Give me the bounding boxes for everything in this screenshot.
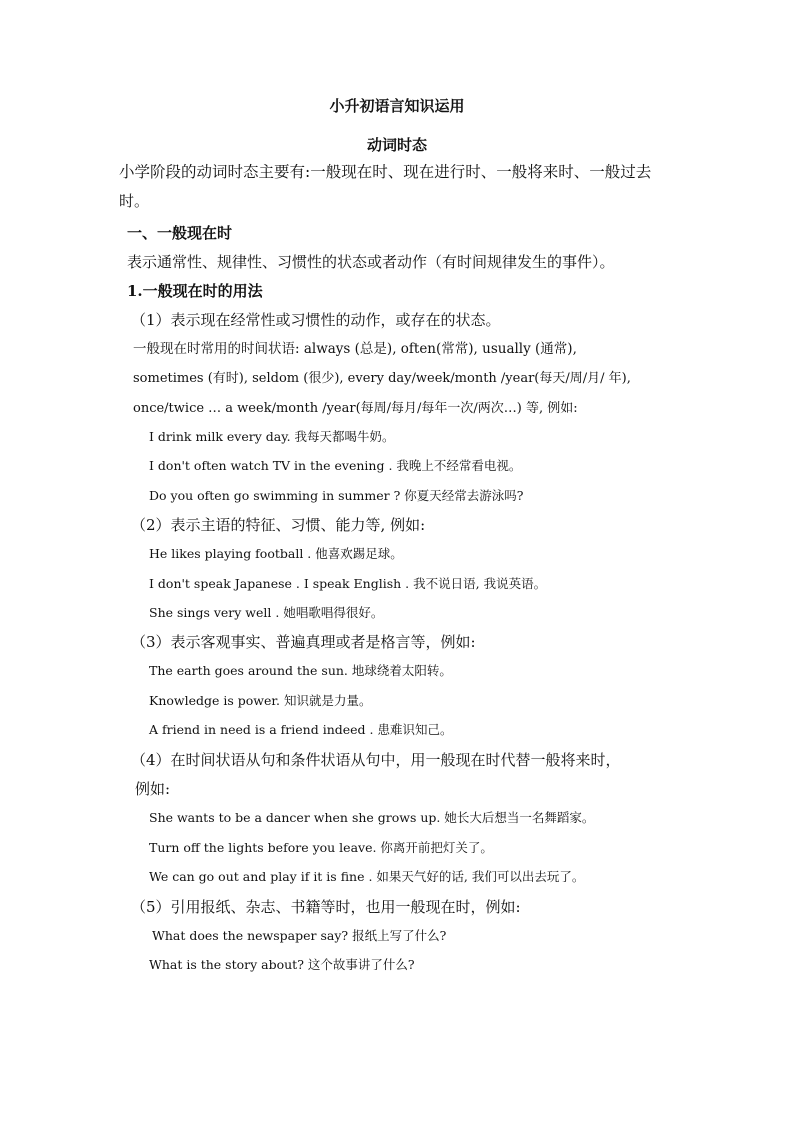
document-subtitle: 动词时态 bbox=[366, 136, 427, 154]
example-sentence: Do you often go swimming in summer ? 你夏天经常去游泳吗? bbox=[149, 488, 524, 503]
adverbs-line-1: 一般现在时常用的时间状语: always (总是), often(常常), usually (通常), bbox=[133, 341, 577, 357]
example-sentence: Turn off the lights before you leave. 你离开前把灯关了。 bbox=[149, 840, 493, 855]
section-description: 表示通常性、规律性、习惯性的状态或者动作（有时间规律发生的事件）。 bbox=[127, 253, 615, 271]
usage-3-heading: （3）表示客观事实、普遍真理或者是格言等，例如: bbox=[131, 633, 476, 651]
usage-1-heading: （1）表示现在经常性或习惯性的动作，或存在的状态。 bbox=[131, 311, 501, 329]
example-sentence: She wants to be a dancer when she grows up. 她长大后想当一名舞蹈家。 bbox=[149, 810, 595, 825]
usage-5-heading: （5）引用报纸、杂志、书籍等时，也用一般现在时，例如: bbox=[131, 898, 521, 916]
example-sentence: We can go out and play if it is fine . 如果天气好的话, 我们可以出去玩了。 bbox=[149, 869, 585, 884]
intro-line-1: 小学阶段的动词时态主要有:一般现在时、现在进行时、一般将来时、一般过去 bbox=[119, 163, 652, 181]
example-sentence: I don't often watch TV in the evening . 我晚上不经常看电视。 bbox=[149, 458, 522, 473]
adverbs-line-3: once/twice … a week/month /year(每周/每月/每年一次/两次…) 等, 例如: bbox=[133, 401, 578, 416]
example-sentence: I drink milk every day. 我每天都喝牛奶。 bbox=[149, 429, 395, 444]
example-sentence: She sings very well . 她唱歌唱得很好。 bbox=[149, 605, 384, 620]
adverbs-line-2: sometimes (有时), seldom (很少), every day/week/month /year(每天/周/月/ 年), bbox=[133, 371, 631, 386]
example-sentence: I don't speak Japanese . I speak English . 我不说日语, 我说英语。 bbox=[149, 576, 547, 591]
example-sentence: Knowledge is power. 知识就是力量。 bbox=[149, 693, 372, 708]
section-heading-simple-present: 一、一般现在时 bbox=[127, 224, 233, 242]
usage-4-heading-line-2: 例如: bbox=[135, 780, 171, 798]
document-title: 小升初语言知识运用 bbox=[329, 97, 465, 115]
intro-line-2: 时。 bbox=[119, 192, 150, 210]
usage-2-heading: （2）表示主语的特征、习惯、能力等, 例如: bbox=[131, 516, 426, 534]
usage-4-heading-line-1: （4）在时间状语从句和条件状语从句中，用一般现在时代替一般将来时， bbox=[131, 751, 621, 769]
example-sentence: What does the newspaper say? 报纸上写了什么? bbox=[152, 928, 447, 943]
example-sentence: A friend in need is a friend indeed . 患难识知己。 bbox=[149, 722, 453, 737]
example-sentence: The earth goes around the sun. 地球绕着太阳转。 bbox=[149, 663, 452, 678]
example-sentence: What is the story about? 这个故事讲了什么? bbox=[149, 957, 415, 972]
example-sentence: He likes playing football . 他喜欢踢足球。 bbox=[149, 546, 403, 561]
usage-heading: 1.一般现在时的用法 bbox=[127, 282, 263, 300]
